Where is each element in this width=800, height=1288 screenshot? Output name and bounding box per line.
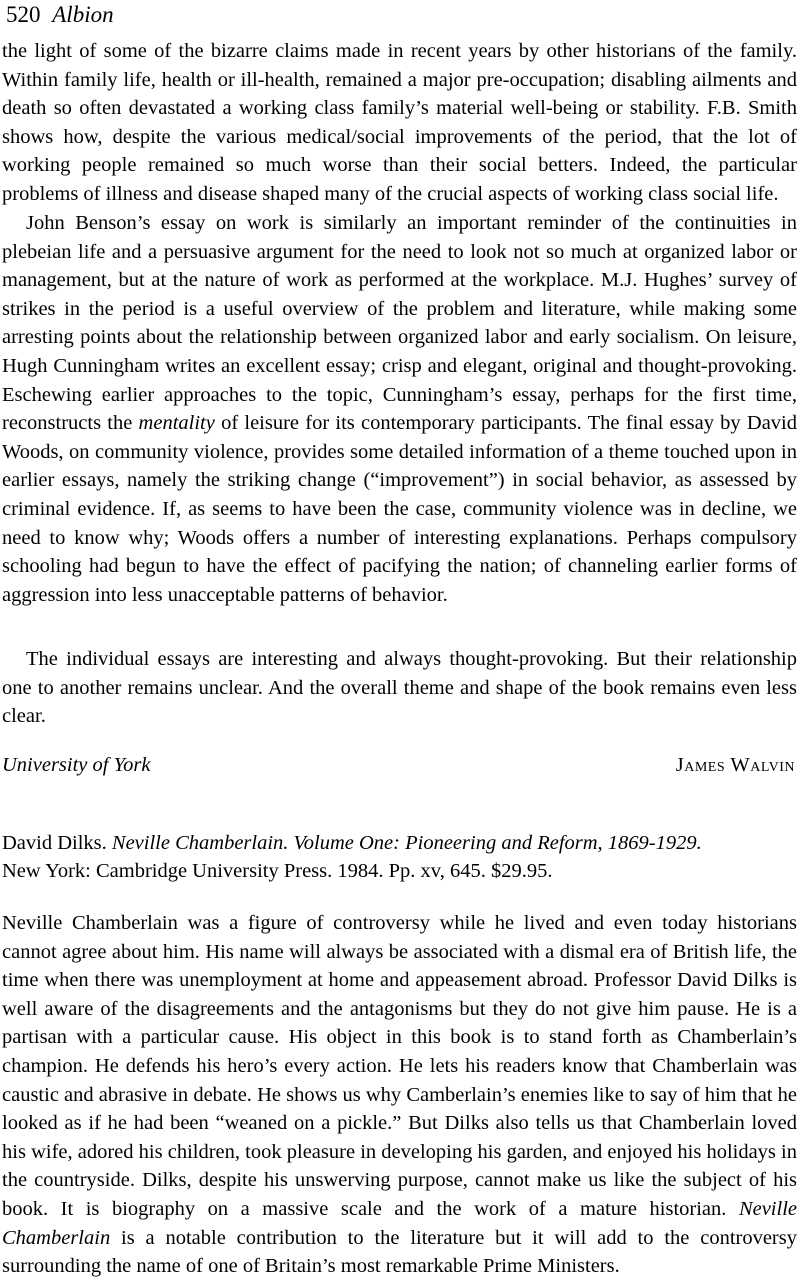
review2-paragraph-1-text-a: Neville Chamberlain was a figure of controversy while he lived and even today historians cannot agree about him. His name will always be associated with a dismal era of British life, the time when there was unemployment at home and appeasement abroad. Professor David Dilks is well aware of the disagreements and the antagonisms but they do not give him pause. He is a partisan with a particular cause. His object in this book is to stand forth as Chamberlain’s champion. He defends his hero’s every action. He lets his readers know that Chamberlain was caustic and abrasive in debate. He shows us why Camberlain’s enemies like to say of him that he looked as if he had been “weaned on a pickle.” But Dilks also tells us that Chamberlain loved his wife, adored his children, took pleasure in developing his garden, and enjoyed his holidays in the countryside. Dilks, despite his unswerving purpose, cannot make us like the subject of his book. It is biography on a massive scale and the work of a mature historian.: [2, 912, 797, 1220]
book-citation: [2, 829, 797, 885]
reviewer-name: James Walvin: [675, 754, 795, 776]
review2-paragraph-1-text-b: is a notable contribution to the literature but it will add to the controversy surrounding the name of one of Britain’s most remarkable Prime Ministers.: [2, 1226, 797, 1278]
review-signature: [2, 751, 797, 779]
review1-paragraph-2-text-b: of leisure for its contemporary participants. The final essay by David Woods, on community violence, provides some detailed information of a theme touched upon in earlier essays, namely the striking change (“improvement”) in social behavior, as assessed by criminal evidence. If, as seems to have been the case, community violence was in decline, we need to know why; Woods offers a number of interesting explanations. Perhaps compulsory schooling had begun to have the effect of pacifying the nation; of channeling earlier forms of aggression into less unacceptable patterns of behavior.: [2, 412, 797, 606]
review1-paragraph-3: The individual essays are interesting and always thought-provoking. But their relationship one to another remains unclear. And the overall theme and shape of the book remains even less clear.: [2, 648, 797, 728]
page-number: 520: [6, 2, 41, 27]
book-title: Neville Chamberlain. Volume One: Pioneering and Reform, 1869-1929.: [111, 832, 702, 854]
review1-paragraph-2: [2, 209, 797, 609]
review2-paragraph-1: [2, 909, 797, 1281]
journal-title: Albion: [52, 2, 114, 27]
emphasis-mentality: mentality: [138, 412, 215, 435]
emphasis-book-title: Neville Chamberlain: [2, 1197, 797, 1249]
book-author: David Dilks.: [2, 832, 107, 854]
book-publisher: New York: Cambridge University Press. 1984. Pp. xv, 645. $29.95.: [2, 860, 553, 882]
reviewer-institution: University of York: [2, 754, 151, 776]
review1-paragraph-2-text-a: John Benson’s essay on work is similarly an important reminder of the continuities in plebeian life and a persuasive argument for the need to look not so much at organized labor or management, but at the nature of work as performed at the workplace. M.J. Hughes’ survey of strikes in the period is a useful overview of the problem and literature, while making some arresting points about the relationship between organized labor and early socialism. On leisure, Hugh Cunningham writes an excellent essay; crisp and elegant, original and thought-provoking. Eschewing earlier approaches to the topic, Cunningham’s essay, perhaps for the first time, reconstructs the: [2, 212, 797, 435]
running-header: [6, 0, 114, 30]
review1-paragraph-1: the light of some of the bizarre claims made in recent years by other historians of the family. Within family life, health or ill-health, remained a major pre-occupation; disabling ailments and death so often devastated a working class family’s material well-being or stability. F.B. Smith shows how, despite the various medical/social improvements of the period, that the lot of working people remained so much worse than their social betters. Indeed, the particular problems of illness and disease shaped many of the crucial aspects of working class social life.: [2, 40, 797, 205]
